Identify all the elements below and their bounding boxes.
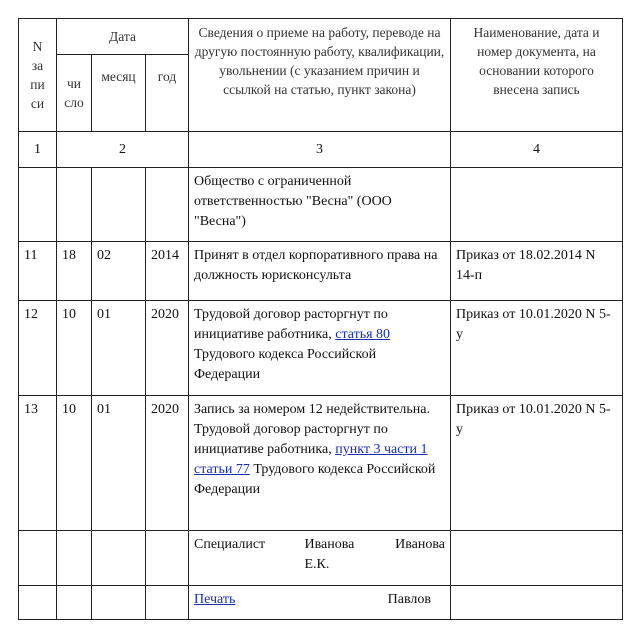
footer-cell-empty xyxy=(57,586,92,620)
record-document: Приказ от 18.02.2014 N 14-п xyxy=(451,242,623,301)
header-month: месяц xyxy=(92,55,146,132)
table-row xyxy=(19,396,623,531)
record-year: 2020 xyxy=(146,301,189,396)
record-document: Приказ от 10.01.2020 N 5-у xyxy=(451,396,623,531)
record-document: Приказ от 10.01.2020 N 5-у xyxy=(451,301,623,396)
footer-cell-empty xyxy=(19,586,57,620)
employment-record-table xyxy=(18,18,623,620)
record-text xyxy=(189,396,451,531)
org-cell-empty xyxy=(451,168,623,242)
table-row xyxy=(19,242,623,301)
signature-sign: Иванова xyxy=(395,537,445,552)
record-day: 18 xyxy=(57,242,92,301)
record-number: 11 xyxy=(19,242,57,301)
signature-cell-empty xyxy=(19,531,57,586)
record-number: 12 xyxy=(19,301,57,396)
record-text-before: Трудовой договор расторгнут по инициативе работника, xyxy=(194,422,388,457)
record-text-before: Трудовой договор расторгнут по инициативе работника, xyxy=(194,307,388,342)
header-document: Наименование, дата и номер документа, на основании которого внесена запись xyxy=(451,19,623,132)
record-invalid-note: Запись за номером 12 недействительна. xyxy=(194,402,430,417)
record-text xyxy=(189,301,451,396)
org-cell-empty xyxy=(92,168,146,242)
org-cell-empty xyxy=(19,168,57,242)
print-link[interactable]: Печать xyxy=(194,592,236,607)
record-day: 10 xyxy=(57,301,92,396)
signature-role: Специалист xyxy=(194,537,266,552)
signature-cell-empty xyxy=(57,531,92,586)
footer-signer: Павлов xyxy=(387,592,431,607)
column-number-2: 2 xyxy=(57,132,189,168)
record-text: Принят в отдел корпоративного права на должность юрисконсульта xyxy=(189,242,451,301)
column-number-3: 3 xyxy=(189,132,451,168)
signature-cell-empty xyxy=(146,531,189,586)
article-80-link[interactable]: статья 80 xyxy=(335,327,391,342)
signature-cell-empty xyxy=(92,531,146,586)
record-number: 13 xyxy=(19,396,57,531)
header-date: Дата xyxy=(57,19,189,55)
record-year: 2020 xyxy=(146,396,189,531)
org-cell-empty xyxy=(146,168,189,242)
footer-cell-empty xyxy=(92,586,146,620)
table-row xyxy=(19,301,623,396)
record-month: 01 xyxy=(92,396,146,531)
footer-cell-empty xyxy=(451,586,623,620)
record-month: 01 xyxy=(92,301,146,396)
org-cell-empty xyxy=(57,168,92,242)
header-day: чи сло xyxy=(57,55,92,132)
record-day: 10 xyxy=(57,396,92,531)
organization-name: Общество с ограниченной ответственностью "Весна" (ООО "Весна") xyxy=(189,168,451,242)
record-text-after: Трудового кодекса Российской Федерации xyxy=(194,347,377,382)
article-77-link[interactable]: пункт 3 части 1 статьи 77 xyxy=(194,442,428,477)
signature-name: Иванова Е.К. xyxy=(304,537,355,572)
column-number-1: 1 xyxy=(19,132,57,168)
footer-block xyxy=(189,586,451,620)
record-year: 2014 xyxy=(146,242,189,301)
record-month: 02 xyxy=(92,242,146,301)
column-number-4: 4 xyxy=(451,132,623,168)
footer-cell-empty xyxy=(146,586,189,620)
record-text-after: Трудового кодекса Российской Федерации xyxy=(194,462,436,497)
header-year: год xyxy=(146,55,189,132)
header-record-number: N за пи си xyxy=(19,19,57,132)
header-details: Сведения о приеме на работу, переводе на другую постоянную работу, квалификации, увольнении (с указанием причин и ссылкой на статью, пункт закона) xyxy=(189,19,451,132)
signature-block xyxy=(189,531,451,586)
signature-cell-empty xyxy=(451,531,623,586)
